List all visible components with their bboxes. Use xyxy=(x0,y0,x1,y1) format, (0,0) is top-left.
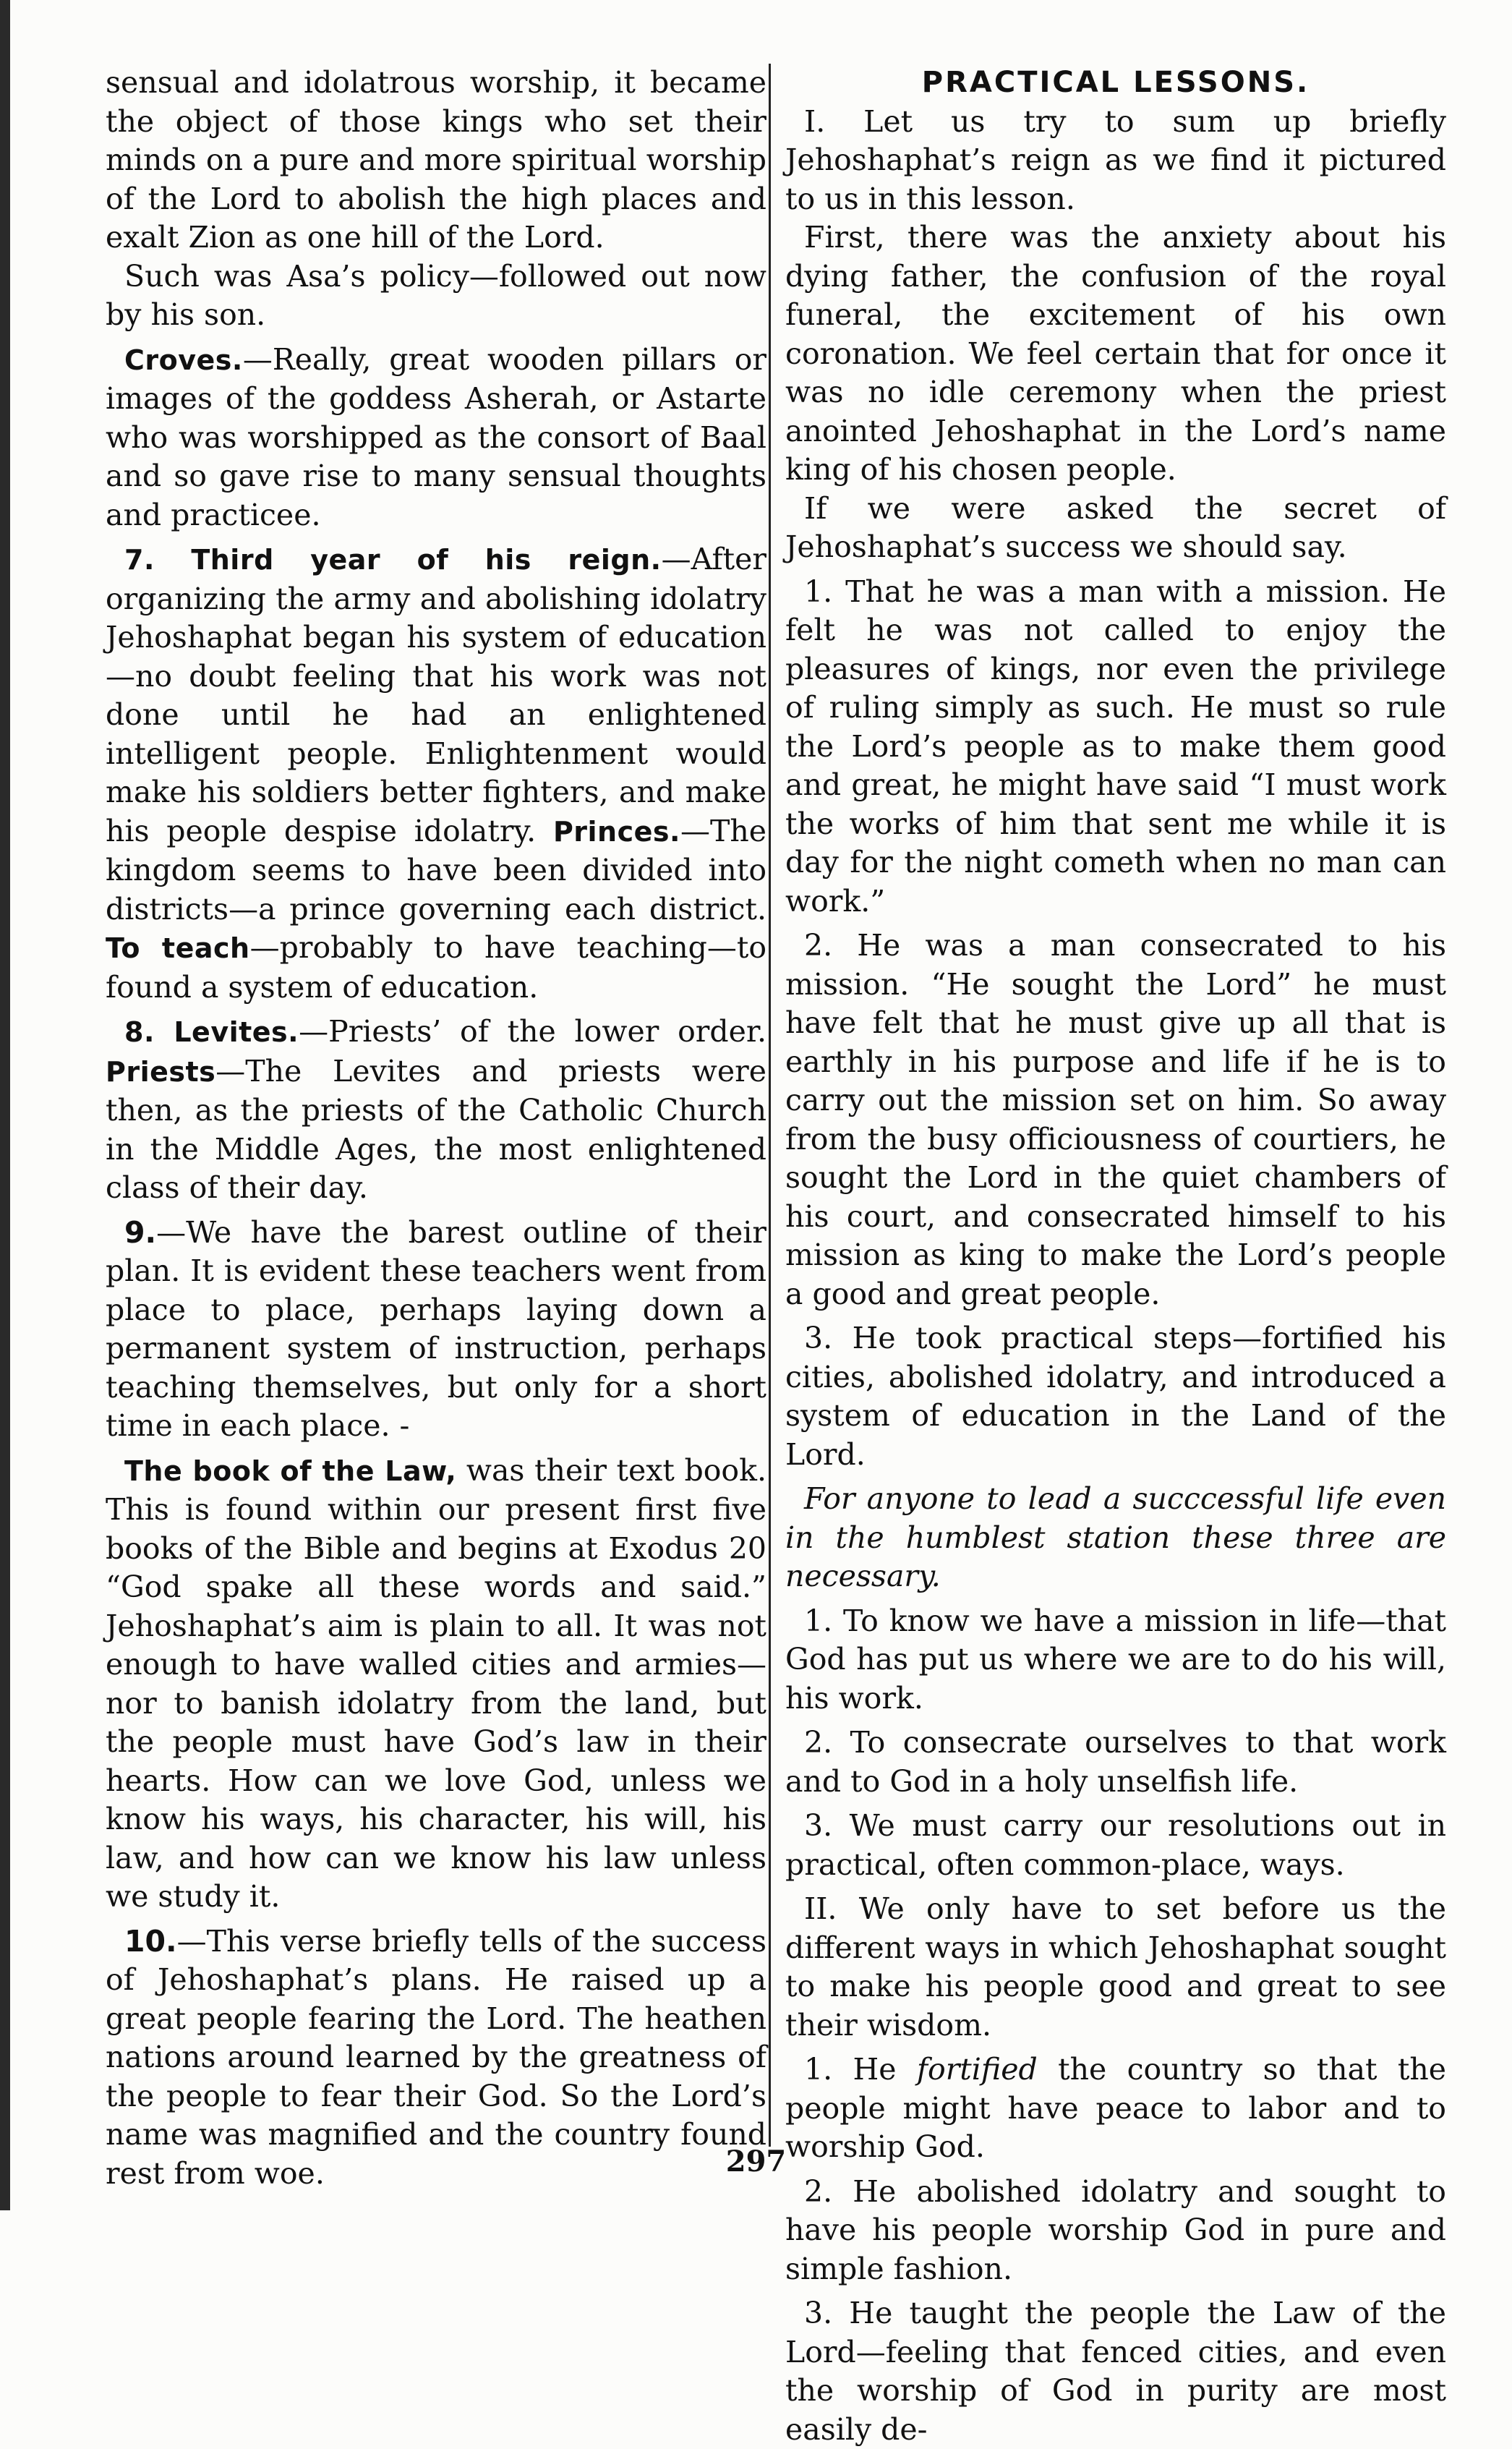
paragraph: First, there was the anxiety about his dying father, the confusion of the royal funeral, the excitement of his own coronation. We feel certain that for once it was no idle ceremony when the priest anointed Jehoshaphat in the Lord’s name king of his chosen people. xyxy=(785,220,1446,487)
heading-groves: Croves. xyxy=(124,344,243,376)
paragraph-verse-9 xyxy=(106,1214,766,1446)
text-verse-10: —This verse briefly tells of the success of Jehoshaphat’s plans. He raised up a great people fearing the Lord. The heathen nations around learned by the greatness of the people to fear their God. So the Lord’s name was magnified and the country found rest from woe. xyxy=(106,1923,766,2191)
text-verse-9: —We have the barest outline of their plan. It is evident these teachers went from place to place, perhaps laying down a permanent system of instruction, perhaps teaching themselves, but only for a short time in each place. - xyxy=(106,1214,766,1443)
binding-edge xyxy=(0,0,10,2210)
paragraph-book-of-law xyxy=(106,1452,766,1917)
right-column xyxy=(785,64,1446,2449)
paragraph: 1. To know we have a mission in life—that God has put us where we are to do his will, his work. xyxy=(785,1603,1446,1716)
text: the country so that the people might have peace to labor and to worship God. xyxy=(785,2052,1447,2164)
page-number: 297 xyxy=(725,2145,787,2178)
paragraph: 2. He abolished idolatry and sought to have his people worship God in pure and simple fashion. xyxy=(785,2173,1446,2286)
column-divider xyxy=(769,64,771,2147)
paragraph: 2. To consecrate ourselves to that work and to God in a holy unselfish life. xyxy=(785,1725,1446,1799)
paragraph: 3. We must carry our resolutions out in practical, often common-place, ways. xyxy=(785,1808,1446,1882)
text: 1. He xyxy=(804,2052,917,2087)
section-title: PRACTICAL LESSONS. xyxy=(921,66,1310,99)
text-groves: —Really, great wooden pillars or images of the goddess Asherah, or Astarte who was worshipped as the consort of Baal and so gave rise to many sensual thoughts and practicee. xyxy=(106,341,766,532)
heading-book-of-law: The book of the Law, xyxy=(124,1455,457,1487)
heading-verse-7: 7. Third year of his reign. xyxy=(124,544,662,576)
text-priests: —The Levites and priests were then, as the priests of the Catholic Church in the Middle Ages, the most enlightened class of their day. xyxy=(106,1053,766,1205)
heading-verse-9: 9. xyxy=(124,1214,157,1250)
text-book-of-law: was their text book. This is found within our present first five books of the Bible and begins at Exodus 20 “God spake all these words and said.” Jehoshaphat’s aim is plain to all. It was not enough to have walled cities and armies—nor to banish idolatry from the land, but the people must have God’s law in their hearts. How can we love God, unless we know his ways, his character, his will, his law, and how can we know his law unless we study it. xyxy=(106,1452,766,1914)
paragraph: II. We only have to set before us the different ways in which Jehoshaphat sought to make his people good and great to see their wisdom. xyxy=(785,1891,1446,2043)
heading-priests: Priests xyxy=(106,1055,216,1088)
paragraph: I. Let us try to sum up briefly Jehoshaphat’s reign as we find it pictured to us in this lesson. xyxy=(785,103,1446,216)
text-to-teach: —probably to have teaching—to found a system of education. xyxy=(106,930,766,1005)
emphasis: fortified xyxy=(916,2052,1038,2087)
paragraph: sensual and idolatrous worship, it became the object of those kings who set their minds on a pure and more spiritual worship of the Lord to abolish the high places and exalt Zion as one hill of the Lord. xyxy=(106,65,766,255)
left-column xyxy=(106,64,766,2193)
paragraph-verse-8 xyxy=(106,1013,766,1208)
paragraph-groves xyxy=(106,341,766,535)
text-verse-7: —After organizing the army and abolishing idolatry Jehoshaphat began his system of education—no doubt feeling that his work was not done until he had an enlightened intelligent people. Enlightenment would make his soldiers better fighters, and make his people despise idolatry. xyxy=(106,542,766,848)
heading-verse-10: 10. xyxy=(124,1923,177,1959)
heading-to-teach: To teach xyxy=(106,932,250,964)
paragraph: 3. He took practical steps—fortified his cities, abolished idolatry, and introduced a system of education in the Land of the Lord. xyxy=(785,1321,1446,1472)
paragraph: If we were asked the secret of Jehoshaphat’s success we should say. xyxy=(785,490,1446,564)
heading-verse-8: 8. Levites. xyxy=(124,1016,299,1048)
text-verse-8: —Priests’ of the lower order. xyxy=(299,1014,766,1049)
paragraph: Such was Asa’s policy—followed out now by his son. xyxy=(106,258,766,332)
paragraph: 3. He taught the people the Law of the Lord—feeling that fenced cities, and even the worship of God in purity are most easily de- xyxy=(785,2296,1446,2447)
paragraph-italic: For anyone to lead a succcessful life even in the humblest station these three are necessary. xyxy=(785,1481,1446,1593)
paragraph: 2. He was a man consecrated to his mission. “He sought the Lord” he must have felt that he must give up all that is earthly in his purpose and life if he is to carry out the mission set on him. So away from the busy officiousness of courtiers, he sought the Lord in the quiet chambers of his court, and consecrated himself to his mission as king to make the Lord’s people a good and great people. xyxy=(785,928,1446,1311)
paragraph-verse-7 xyxy=(106,540,766,1007)
paragraph: 1. That he was a man with a mission. He felt he was not called to enjoy the pleasures of kings, nor even the privilege of ruling simply as such. He must so rule the Lord’s people as to make them good and great, he might have said “I must work the works of him that sent me while it is day for the night cometh when no man can work.” xyxy=(785,574,1446,919)
text-princes: —The kingdom seems to have been divided into districts—a prince governing each district. xyxy=(106,813,766,927)
heading-princes: Princes. xyxy=(552,815,680,848)
